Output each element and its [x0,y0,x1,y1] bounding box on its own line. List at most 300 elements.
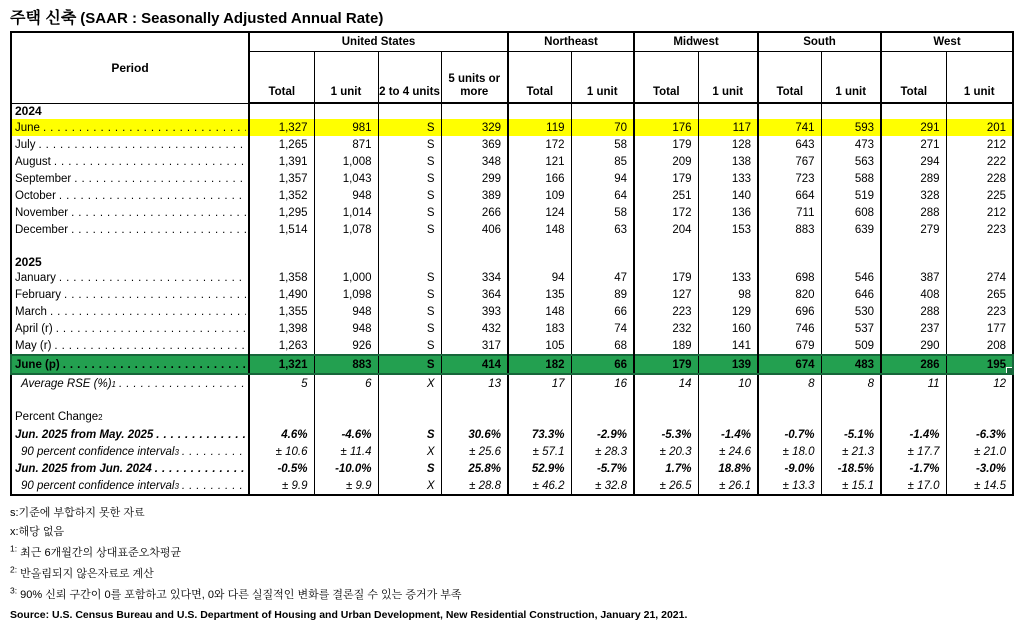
value-cell: 223 [946,221,1013,238]
value-cell: 408 [881,286,946,303]
group-header: West [881,32,1013,52]
period-cell [11,170,249,187]
source-line: Source: U.S. Census Bureau and U.S. Department of Housing and Urban Development, New Residential Construction, January 21, 2021. [10,609,688,621]
value-cell: 63 [571,221,634,238]
table-row [11,477,1013,495]
value-cell[interactable]: 883 [314,355,378,374]
value-cell: 290 [881,337,946,355]
column-header: 1 unit [946,52,1013,104]
value-cell: 279 [881,221,946,238]
value-cell: 135 [508,286,571,303]
value-cell: 228 [946,170,1013,187]
column-header: 1 unit [698,52,758,104]
period-cell [11,153,249,170]
value-cell: 109 [508,187,571,204]
column-header: 1 unit [571,52,634,104]
value-cell: 948 [314,187,378,204]
value-cell [698,392,758,408]
value-cell [946,238,1013,254]
value-cell: 1,398 [249,320,314,337]
value-cell [881,254,946,269]
dot-leader [59,190,246,202]
value-cell: 546 [821,269,881,286]
value-cell: 1,357 [249,170,314,187]
value-cell: 179 [634,170,698,187]
value-cell: 530 [821,303,881,320]
value-cell: 289 [881,170,946,187]
value-cell: 94 [508,269,571,286]
value-cell: 948 [314,320,378,337]
period-cell [11,320,249,337]
value-cell [698,408,758,426]
value-cell: 696 [758,303,821,320]
value-cell[interactable]: 179 [634,355,698,374]
value-cell [571,238,634,254]
period-cell: 90 percent confidence interval 3 ..... [11,477,249,495]
value-cell [881,408,946,426]
value-cell: S [378,286,441,303]
value-cell: 153 [698,221,758,238]
value-cell: 10 [698,374,758,392]
value-cell: 223 [634,303,698,320]
value-cell: S [378,269,441,286]
value-cell: 1,391 [249,153,314,170]
value-cell [378,103,441,119]
value-cell: 179 [634,269,698,286]
period-label: October [15,189,56,202]
value-cell [378,408,441,426]
period-label: Jun. 2025 from May. 2025 [15,428,154,441]
housing-starts-table [10,31,1014,496]
period-label: 2024 [15,104,42,119]
value-cell: -0.7% [758,426,821,443]
dot-leader [71,207,246,219]
column-header: Total [249,52,314,104]
value-cell: 4.6% [249,426,314,443]
value-cell: 136 [698,204,758,221]
value-cell [946,408,1013,426]
value-cell: 177 [946,320,1013,337]
value-cell [508,408,571,426]
table-row [11,460,1013,477]
period-cell[interactable] [11,355,249,374]
table-row [11,443,1013,460]
value-cell: 18.8% [698,460,758,477]
value-cell: S [378,204,441,221]
value-cell: 127 [634,286,698,303]
period-cell [11,204,249,221]
value-cell: 138 [698,153,758,170]
value-cell [314,408,378,426]
value-cell: 317 [441,337,508,355]
value-cell: 348 [441,153,508,170]
value-cell[interactable]: 139 [698,355,758,374]
column-header: Total [508,52,571,104]
dot-leader [38,139,246,151]
value-cell: 664 [758,187,821,204]
value-cell: 266 [441,204,508,221]
value-cell: 225 [946,187,1013,204]
value-cell: ± 26.5 [634,477,698,495]
value-cell [249,254,314,269]
period-label: Jun. 2025 from Jun. 2024 [15,462,152,475]
value-cell: 1,490 [249,286,314,303]
value-cell: 608 [821,204,881,221]
dot-leader [50,306,246,318]
value-cell: 124 [508,204,571,221]
value-cell [946,392,1013,408]
period-cell [11,460,249,477]
value-cell: S [378,337,441,355]
value-cell [378,392,441,408]
value-cell: 166 [508,170,571,187]
dot-leader [64,289,246,301]
period-label: September [15,172,72,185]
value-cell: 639 [821,221,881,238]
value-cell: -1.4% [881,426,946,443]
value-cell: -18.5% [821,460,881,477]
value-cell [314,103,378,119]
value-cell: 201 [946,119,1013,136]
value-cell: 981 [314,119,378,136]
value-cell [698,238,758,254]
value-cell: -4.6% [314,426,378,443]
value-cell[interactable]: 182 [508,355,571,374]
value-cell[interactable]: 414 [441,355,508,374]
value-cell: 5 [249,374,314,392]
value-cell: 393 [441,303,508,320]
value-cell [634,238,698,254]
value-cell: 223 [946,303,1013,320]
value-cell [698,103,758,119]
value-cell: 698 [758,269,821,286]
value-cell: 251 [634,187,698,204]
table-header-group-row [11,32,1013,52]
value-cell: S [378,119,441,136]
value-cell: 105 [508,337,571,355]
value-cell: 11 [881,374,946,392]
period-label: Percent Change [15,411,99,423]
value-cell [508,254,571,269]
period-label: January [15,271,56,284]
period-label: August [15,155,51,168]
value-cell: 58 [571,136,634,153]
value-cell: ± 15.1 [821,477,881,495]
value-cell: 1,358 [249,269,314,286]
value-cell [758,103,821,119]
value-cell[interactable]: 483 [821,355,881,374]
value-cell [508,238,571,254]
value-cell: 820 [758,286,821,303]
value-cell: S [378,320,441,337]
value-cell: -5.7% [571,460,634,477]
table-row [11,337,1013,355]
value-cell: 369 [441,136,508,153]
value-cell: S [378,136,441,153]
value-cell: 1,265 [249,136,314,153]
value-cell: 294 [881,153,946,170]
value-cell: 1,043 [314,170,378,187]
value-cell[interactable]: 195 [946,355,1013,374]
period-label: 2025 [15,254,42,269]
value-cell: 6 [314,374,378,392]
value-cell[interactable]: 66 [571,355,634,374]
group-header: Northeast [508,32,634,52]
footnote: x:해당 없음 [10,526,65,538]
value-cell: ± 57.1 [508,443,571,460]
value-cell [634,408,698,426]
value-cell: ± 18.0 [758,443,821,460]
value-cell [441,238,508,254]
value-cell: 1,355 [249,303,314,320]
value-cell: 133 [698,170,758,187]
value-cell [378,254,441,269]
value-cell [758,408,821,426]
table-row [11,136,1013,153]
footnote: s:기준에 부합하지 못한 자료 [10,507,145,519]
value-cell: 299 [441,170,508,187]
dot-leader [54,340,246,352]
value-cell: 711 [758,204,821,221]
value-cell: ± 14.5 [946,477,1013,495]
value-cell [314,392,378,408]
value-cell: 183 [508,320,571,337]
value-cell: 643 [758,136,821,153]
value-cell: 133 [698,269,758,286]
value-cell: 119 [508,119,571,136]
table-row [11,408,1013,426]
period-cell: 90 percent confidence interval 3 ..... [11,443,249,460]
value-cell: 537 [821,320,881,337]
period-label: May (r) [15,339,52,352]
value-cell: 291 [881,119,946,136]
value-cell: 94 [571,170,634,187]
dot-leader [59,272,246,284]
value-cell: ± 26.1 [698,477,758,495]
value-cell: S [378,426,441,443]
period-cell [11,187,249,204]
period-label: 90 percent confidence interval [21,445,175,458]
value-cell: 141 [698,337,758,355]
value-cell: 271 [881,136,946,153]
value-cell: 172 [508,136,571,153]
period-label: 90 percent confidence interval [21,479,175,492]
value-cell: -2.9% [571,426,634,443]
value-cell: 47 [571,269,634,286]
value-cell [508,392,571,408]
table-row [11,374,1013,392]
value-cell [441,254,508,269]
value-cell: 406 [441,221,508,238]
period-label: November [15,206,69,219]
value-cell: 121 [508,153,571,170]
value-cell: 1.7% [634,460,698,477]
value-cell: -10.0% [314,460,378,477]
column-header-period: Period [11,32,249,103]
table-row [11,254,1013,269]
value-cell: 883 [758,221,821,238]
value-cell: 129 [698,303,758,320]
value-cell: -0.5% [249,460,314,477]
value-cell: -3.0% [946,460,1013,477]
table-row [11,153,1013,170]
value-cell [698,254,758,269]
footnote: $^{1:}$ 최근 6개월간의 상대표준오차평균 [10,543,182,559]
value-cell [758,392,821,408]
value-cell: 148 [508,221,571,238]
value-cell: 74 [571,320,634,337]
value-cell [441,392,508,408]
dot-leader [119,378,246,390]
value-cell [821,254,881,269]
page-title [10,5,1024,28]
value-cell: 148 [508,303,571,320]
dot-leader [155,463,246,475]
value-cell [946,103,1013,119]
period-cell [11,426,249,443]
value-cell: 12 [946,374,1013,392]
period-label: June (p) [15,358,60,371]
value-cell: 588 [821,170,881,187]
value-cell: 13 [441,374,508,392]
dot-leader [156,429,246,441]
value-cell: 1,327 [249,119,314,136]
dot-leader [182,446,246,458]
value-cell: 948 [314,303,378,320]
value-cell: 1,514 [249,221,314,238]
table-row [11,286,1013,303]
period-cell [11,238,249,254]
value-cell: 25.8% [441,460,508,477]
value-cell [571,408,634,426]
housing-starts-report [0,5,1024,621]
table-row [11,238,1013,254]
value-cell [571,392,634,408]
value-cell: S [378,460,441,477]
value-cell: 68 [571,337,634,355]
value-cell [634,392,698,408]
value-cell: 288 [881,303,946,320]
value-cell: ± 10.6 [249,443,314,460]
value-cell: 741 [758,119,821,136]
value-cell[interactable]: 1,321 [249,355,314,374]
value-cell: -9.0% [758,460,821,477]
value-cell [821,408,881,426]
value-cell[interactable]: 286 [881,355,946,374]
value-cell: X [378,477,441,495]
value-cell: ± 17.0 [881,477,946,495]
value-cell [881,238,946,254]
value-cell [821,103,881,119]
value-cell: 73.3% [508,426,571,443]
value-cell: 89 [571,286,634,303]
value-cell: 1,078 [314,221,378,238]
value-cell [571,254,634,269]
value-cell: 176 [634,119,698,136]
value-cell [508,103,571,119]
value-cell: 58 [571,204,634,221]
group-header: South [758,32,881,52]
value-cell[interactable]: S [378,355,441,374]
value-cell [758,238,821,254]
value-cell: 519 [821,187,881,204]
value-cell: 128 [698,136,758,153]
value-cell [441,103,508,119]
value-cell: 364 [441,286,508,303]
value-cell: 212 [946,136,1013,153]
value-cell [634,103,698,119]
value-cell [314,254,378,269]
value-cell [881,392,946,408]
value-cell: ± 9.9 [314,477,378,495]
selection-fill-handle[interactable] [1006,367,1013,374]
value-cell: 679 [758,337,821,355]
value-cell: 432 [441,320,508,337]
value-cell: 222 [946,153,1013,170]
value-cell: ± 11.4 [314,443,378,460]
value-cell: 563 [821,153,881,170]
dot-leader [71,224,246,236]
value-cell: 767 [758,153,821,170]
value-cell [249,392,314,408]
period-label: March [15,305,47,318]
period-label: April (r) [15,322,53,335]
value-cell: 8 [758,374,821,392]
table-row [11,426,1013,443]
period-cell [11,392,249,408]
value-cell: 16 [571,374,634,392]
value-cell: 232 [634,320,698,337]
value-cell: 1,295 [249,204,314,221]
value-cell: -6.3% [946,426,1013,443]
value-cell: 98 [698,286,758,303]
period-cell [11,269,249,286]
period-cell [11,103,249,119]
value-cell: ± 32.8 [571,477,634,495]
value-cell: 237 [881,320,946,337]
column-header: 5 units or more [441,52,508,104]
value-cell [571,103,634,119]
value-cell: -5.1% [821,426,881,443]
value-cell: X [378,443,441,460]
value-cell: 204 [634,221,698,238]
value-cell: 1,008 [314,153,378,170]
value-cell [821,392,881,408]
value-cell: 329 [441,119,508,136]
value-cell: 140 [698,187,758,204]
dot-leader [54,156,246,168]
value-cell [946,254,1013,269]
column-header: Total [758,52,821,104]
value-cell: ± 28.8 [441,477,508,495]
value-cell: S [378,303,441,320]
value-cell [249,408,314,426]
period-label: December [15,223,69,236]
value-cell: X [378,374,441,392]
value-cell[interactable]: 674 [758,355,821,374]
dot-leader [74,173,246,185]
value-cell: 66 [571,303,634,320]
value-cell: ± 21.0 [946,443,1013,460]
table-row [11,103,1013,119]
value-cell: 1,000 [314,269,378,286]
value-cell [758,254,821,269]
table-row [11,187,1013,204]
value-cell: 172 [634,204,698,221]
value-cell: 1,263 [249,337,314,355]
title-korean: 주택 신축 [10,10,77,27]
value-cell [249,103,314,119]
